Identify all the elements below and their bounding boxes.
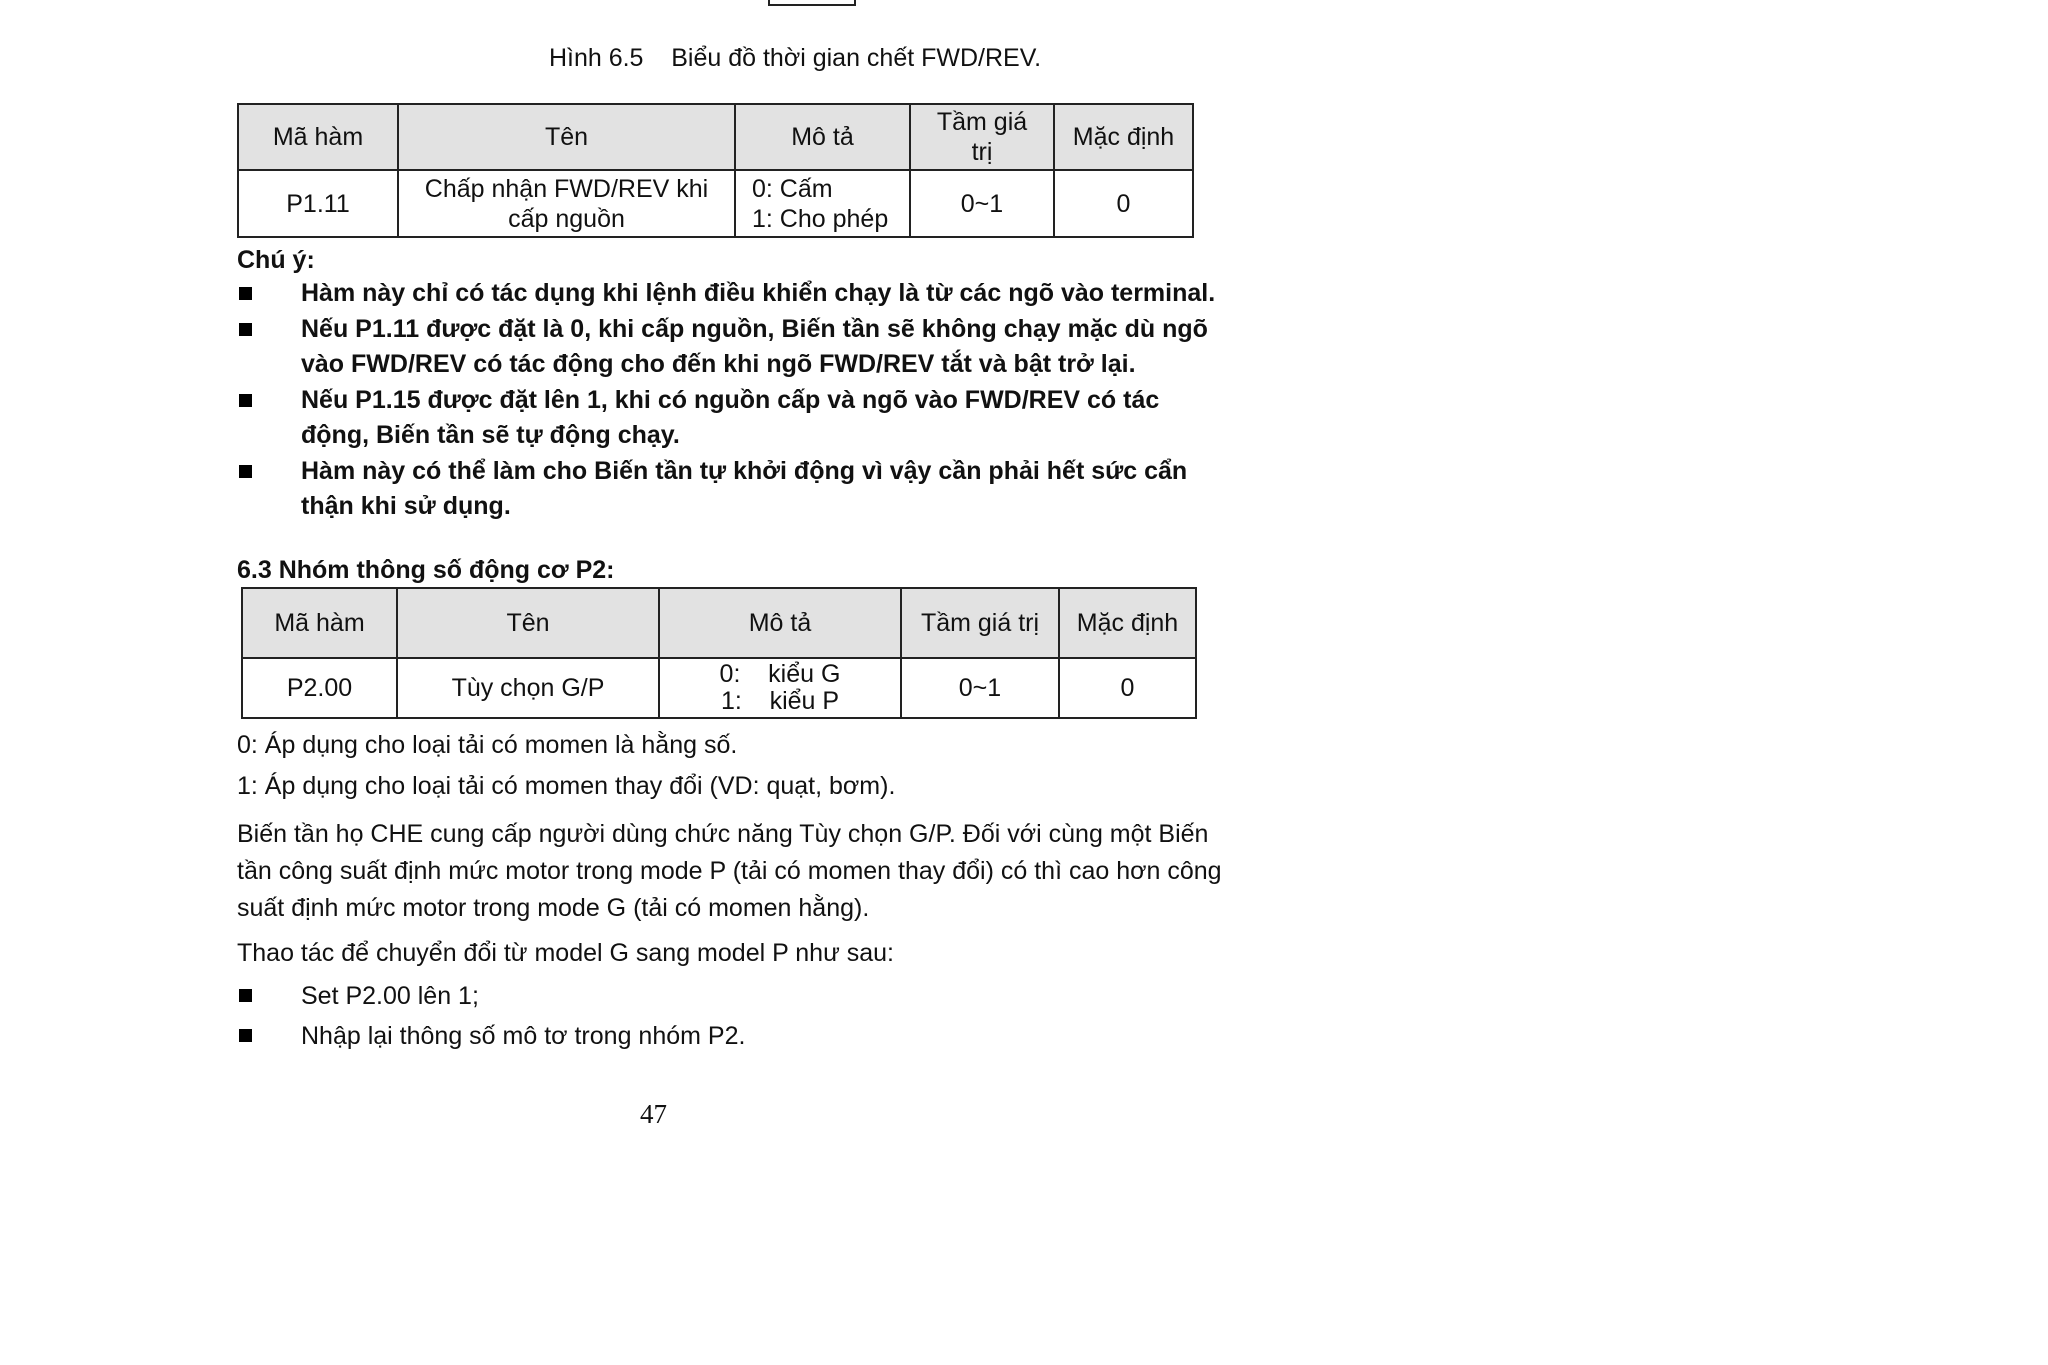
cell-name [398,170,735,237]
cell-range: 0~1 [910,170,1054,237]
header-code: Mã hàm [242,588,397,658]
note-list [237,276,1217,525]
step-text: Nhập lại thông số mô tơ trong nhóm P2. [301,1022,746,1050]
note-text: Nếu P1.15 được đặt lên 1, khi có nguồn cấp và ngõ vào FWD/REV có tác động, Biến tần sẽ tự động chạy. [301,385,1160,449]
bullet-square-icon [239,323,252,336]
list-item [237,454,1217,525]
list-item [237,383,1217,454]
note-text: Hàm này chỉ có tác dụng khi lệnh điều khiển chạy là từ các ngõ vào terminal. [301,279,1216,307]
parameter-table-p2 [241,587,1197,719]
header-code: Mã hàm [238,104,398,170]
steps-list [237,976,1217,1056]
header-name: Tên [397,588,659,658]
list-item [237,312,1217,383]
page-number: 47 [640,1099,667,1129]
list-item [237,976,1217,1016]
mode-1-description: 1: Áp dụng cho loại tải có momen thay đổi (VD: quạt, bơm). [237,772,896,800]
step-text: Set P2.00 lên 1; [301,982,479,1010]
header-default: Mặc định [1054,104,1193,170]
cell-range: 0~1 [901,658,1059,718]
table-row [242,658,1196,718]
bullet-square-icon [239,1029,252,1042]
header-default: Mặc định [1059,588,1196,658]
section-title: 6.3 Nhóm thông số động cơ P2: [237,556,615,584]
header-name: Tên [398,104,735,170]
table-row [238,170,1193,237]
cell-description [735,170,910,237]
note-text: Hàm này có thể làm cho Biến tần tự khởi động vì vậy cần phải hết sức cẩn thận khi sử dụng. [301,456,1188,520]
cell-description-line: 1: Cho phép [752,204,889,233]
paragraph-line: Biến tần họ CHE cung cấp người dùng chức năng Tùy chọn G/P. Đối với cùng một Biến [237,820,1209,848]
list-item [237,276,1217,312]
paragraph-line: tần công suất định mức motor trong mode P (tải có momen thay đổi) có thì cao hơn công [237,857,1222,885]
cell-name: Tùy chọn G/P [397,658,659,718]
bullet-square-icon [239,465,252,478]
cell-code: P2.00 [242,658,397,718]
bullet-square-icon [239,394,252,407]
header-range-line: Tầm giá [936,108,1028,136]
cell-description [659,658,901,718]
header-range: Tầm giá trị [901,588,1059,658]
body-paragraph [237,816,1237,927]
table-header-row [242,588,1196,658]
list-item [237,1016,1217,1056]
cell-default: 0 [1059,658,1196,718]
cell-description-line: 0: Cấm [752,174,833,203]
paragraph-line: suất định mức motor trong mode G (tải có momen hằng). [237,894,870,922]
table-header-row [238,104,1193,170]
cell-code: P1.11 [238,170,398,237]
cell-description-line: 0: kiểu G [719,660,841,688]
figure-caption: Hình 6.5 Biểu đồ thời gian chết FWD/REV. [548,44,1042,72]
header-description: Mô tả [735,104,910,170]
cell-default: 0 [1054,170,1193,237]
mode-0-description: 0: Áp dụng cho loại tải có momen là hằng số. [237,731,738,759]
header-range [910,104,1054,170]
header-range-line: trị [971,138,993,166]
note-text: Nếu P1.11 được đặt là 0, khi cấp nguồn, Biến tần sẽ không chạy mặc dù ngõ vào FWD/REV có tác động cho đến khi ngõ FWD/REV tắt và bật trở lại. [301,314,1208,378]
parameter-table-p1 [237,103,1194,238]
bullet-square-icon [239,989,252,1002]
instruction-text: Thao tác để chuyển đổi từ model G sang model P như sau: [237,939,895,967]
bullet-square-icon [239,287,252,300]
top-edge-mark [768,0,856,6]
cell-name-line: cấp nguồn [508,204,625,233]
header-description: Mô tả [659,588,901,658]
cell-name-line: Chấp nhận FWD/REV khi [424,174,709,203]
cell-description-line: 1: kiểu P [720,687,840,715]
note-title: Chú ý: [237,246,315,274]
